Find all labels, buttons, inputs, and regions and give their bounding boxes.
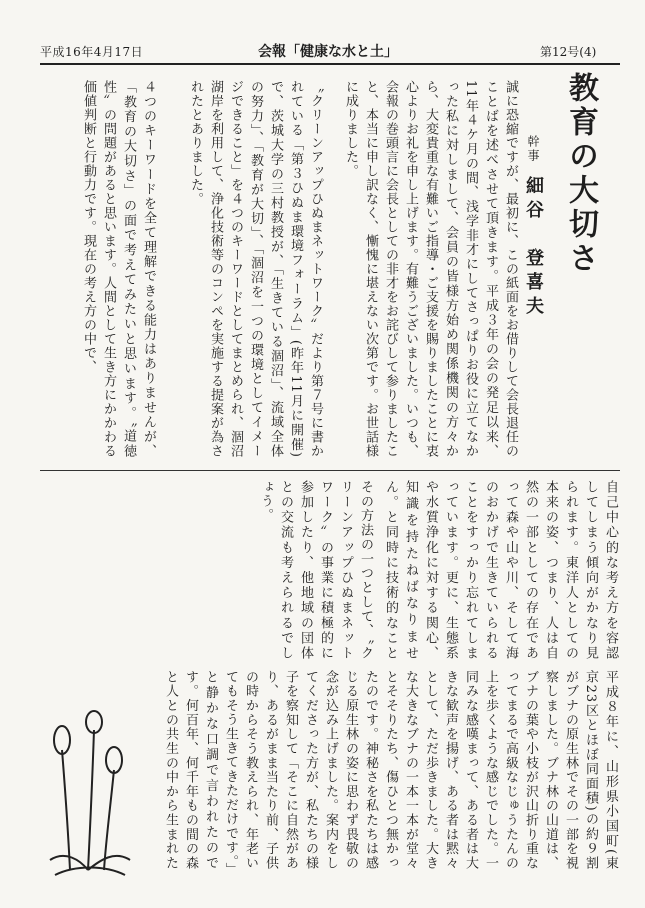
author-block	[520, 135, 546, 320]
lower-text-block-1: 自己中心的な考え方を容認してしまう傾向がかなり見られます。東洋人としての本来の姿、つまり、人は自然の一部としての存在であって森や山や川、そして海のおかげで生きていられることをすっかり忘れてしまっています。更に、生態系や水質浄化に対する関心、知識を持たねばなりません。と同時に技術的なこと	[383, 480, 618, 660]
lower-text-block-3: 平成８年に、山形県小国町(東京23区とほぼ同面積)の約９割がブナの原生林でその一部を視察しました。ブナ林の山道は、ブナの葉や小枝が沢山折り重なってまるで高級なじゅうたんの上を歩くような感じでした。一同みな感嘆まって、ある者は大きな歓声を揚げ、ある者は黙々として、ただ歩きました。大きな大きなブナの一本一本が堂々とそそりたち、傷ひとつ無かったのです。神秘さを私たちは感じる原生林の姿に思わず畏敬の念が込み上げました。案内をしてくださった方が、私たちの様子を察知して「そこに自然があり、あるがまま当たり前、子供の時からそう教えられ、年老いてもそう生きてきただけです。」と静かな口調で言われたのです。何百年、何千年もの間の森と人との共生の中から生まれた	[163, 670, 618, 870]
header-rule	[40, 63, 620, 65]
header-date: 平成16年4月17日	[40, 45, 144, 59]
upper-text-block-2: 〝クリーンアップひぬまネットワーク〟だより第７号に書かれている「第３ひぬま環境フォーラム」(昨年11月に開催)で、茨城大学の三村教授が、「生きている涸沼」、流域全体の努力」、「教育が大切」、「涸沼を一つの環境としてイメージできること」を４つのキーワードとしてまとめられ、涸沼湖岸を利用して、浄化技術等のコンペを実施する提案が為されたとありました。	[188, 80, 323, 458]
article-title: 教育の大切さ	[563, 72, 598, 276]
header-issue: 第12号(4)	[540, 45, 597, 59]
plant-illustration	[40, 710, 140, 880]
author-role: 幹事	[526, 135, 540, 163]
header-title: 会報「健康な水と土」	[258, 44, 398, 60]
tier-divider	[40, 470, 620, 471]
page-header	[0, 0, 645, 60]
author-name: 細谷 登喜夫	[523, 176, 544, 321]
upper-text-block-3: ４つのキーワードを全て理解できる能力はありませんが、「教育の大切さ」の面で考えてみたいと思います。〝道徳性〟の問題があると思います。人間として生き方にかかわる価値判断と行動力です。現在の考え方の中で、	[81, 80, 156, 458]
upper-text-block-1: 誠に恐縮ですが、最初に、この紙面をお借りして会長退任のことばを述べさせて頂きます。平成３年の会の発足以来、11年４ケ月の間、浅学非才にしてさっぱりお役に立てなかった私に対しまして、会員の皆様方始め関係機関の方々から、大変貴重な有難いご指導・ご支援を賜りましたことに衷心よりお礼を申し上げます。有難うございました。いつも、会報の巻頭言に会長としての非才をお詫びして参りましたこと、本当に申し訳なく、慚愧に堪えない次第です。お世話様に成りました。	[343, 80, 518, 458]
lower-text-block-2: その方法の一つとして、〝クリーンアップひぬまネットワーク〟の事業に積極的に参加したり、他地域の団体との交流も考えられるでしょう。	[258, 480, 373, 660]
